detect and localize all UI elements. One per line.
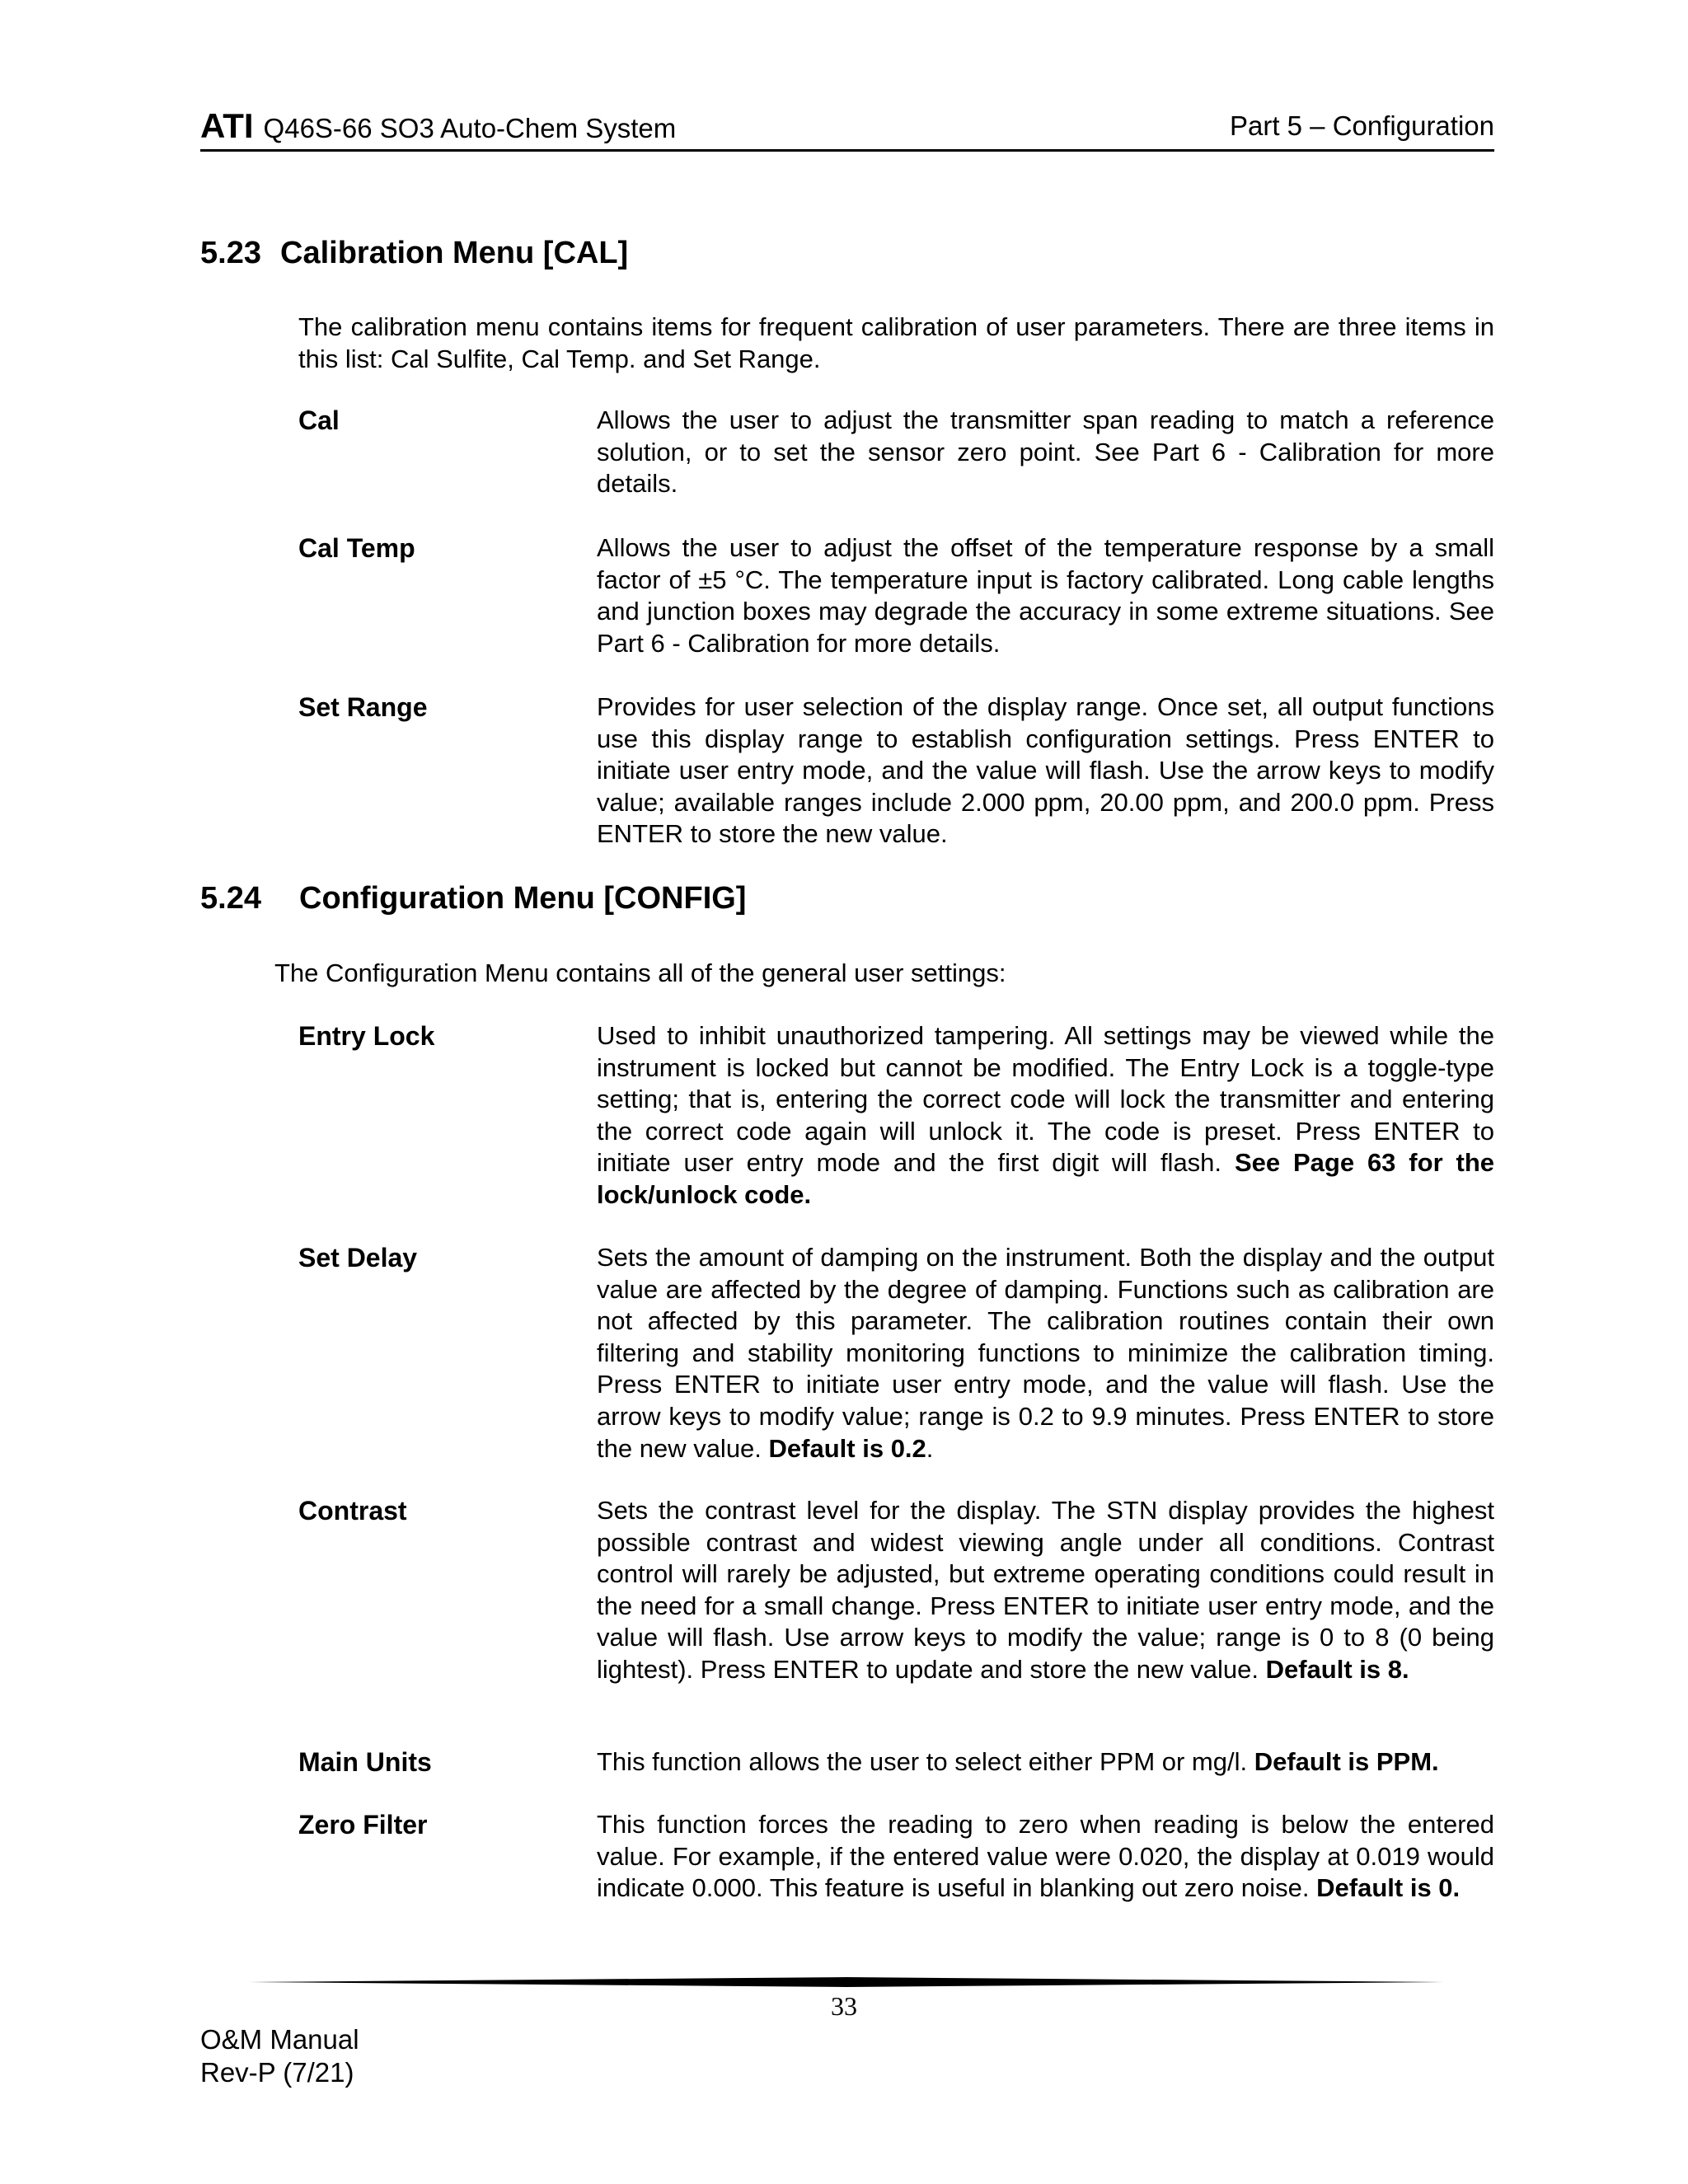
desc-text: This function allows the user to select either PPM or mg/l. [597, 1747, 1248, 1776]
product-name: Q46S-66 SO3 Auto-Chem System [263, 113, 677, 143]
section-number: 5.23 [200, 236, 261, 270]
item-desc-set-range: Provides for user selection of the display range. Once set, all output functions use this display range to establish configuration settings. Press ENTER to initiate user entry mode, and the value will flash. Use the arrow keys to modify value; available ranges include 2.000 ppm, 20.00 ppm, and 200.0 ppm. Press ENTER to store the new value. [597, 692, 1494, 849]
section-heading-config [200, 881, 746, 916]
item-desc-cal: Allows the user to adjust the transmitter span reading to match a reference solution, or to set the sensor zero point. See Part 6 - Calibration for more details. [597, 405, 1494, 499]
desc-emphasis: Default is 0. [1316, 1873, 1461, 1903]
item-desc-contrast [597, 1495, 1494, 1686]
section-title: Calibration Menu [CAL] [280, 236, 629, 270]
item-desc-entry-lock [597, 1020, 1494, 1212]
item-term-set-delay: Set Delay [298, 1243, 418, 1272]
section-number: 5.24 [200, 881, 261, 916]
item-term-main-units: Main Units [298, 1747, 432, 1777]
desc-emphasis: Default is 8. [1265, 1654, 1409, 1684]
desc-emphasis: Default is 0.2 [768, 1433, 926, 1463]
revision: Rev-P (7/21) [200, 2057, 354, 2088]
header-left [200, 103, 676, 152]
desc-text: Sets the amount of damping on the instrument. Both the display and the output value are affected by the degree of damping. Functions such as calibration are not affected by this parameter. The calibration routines contain their own filtering and stability monitoring functions to minimize the calibration timing. Press ENTER to initiate user entry mode, and the value will flash. Use the arrow keys to modify value; range is 0.2 to 9.9 minutes. Press ENTER to store the new value. [597, 1243, 1494, 1463]
section-heading-cal [200, 236, 628, 271]
footer-info [200, 2023, 359, 2089]
item-desc-set-delay [597, 1242, 1494, 1465]
desc-tail: . [926, 1433, 934, 1463]
item-term-cal-temp: Cal Temp [298, 533, 415, 563]
item-term-entry-lock: Entry Lock [298, 1021, 435, 1051]
desc-emphasis: See Page 63 for the lock/unlock code. [597, 1148, 1495, 1209]
section-intro-config: The Configuration Menu contains all of the general user settings: [274, 958, 1006, 987]
brand-logo: ATI [200, 106, 254, 145]
desc-text: Used to inhibit unauthorized tampering. All settings may be viewed while the instrument is locked but cannot be modified. The Entry Lock is a toggle-type setting; that is, entering the correct code will lock the transmitter and entering the correct code again will unlock it. The code is preset. Press ENTER to initiate user entry mode and the first digit will flash. [597, 1021, 1494, 1178]
desc-text: This function forces the reading to zero when reading is below the entered value. For example, if the entered value were 0.020, the display at 0.019 would indicate 0.000. This feature is useful in blanking out zero noise. [597, 1810, 1494, 1903]
desc-emphasis: Default is PPM. [1254, 1747, 1439, 1776]
item-desc-cal-temp: Allows the user to adjust the offset of the temperature response by a small factor of ±5 °C. The temperature input is factory calibrated. Long cable lengths and junction boxes may degrade the accuracy in some extreme situations. See Part 6 - Calibration for more details. [597, 533, 1494, 658]
desc-text: Sets the contrast level for the display. The STN display provides the highest possible contrast and widest viewing angle under all conditions. Contrast control will rarely be adjusted, but extreme operating conditions could result in the need for a small change. Press ENTER to initiate user entry mode, and the value will flash. Use arrow keys to modify the value; range is 0 to 8 (0 being lightest). Press ENTER to update and store the new value. [597, 1496, 1494, 1684]
section-title: Configuration Menu [CONFIG] [299, 881, 747, 916]
item-term-set-range: Set Range [298, 692, 428, 722]
item-desc-main-units [597, 1746, 1494, 1779]
page-number: 33 [831, 1991, 857, 2021]
footer-rule [249, 1976, 1444, 1988]
page-header [200, 103, 1494, 152]
item-term-contrast: Contrast [298, 1496, 407, 1526]
manual-name: O&M Manual [200, 2024, 359, 2055]
part-title: Part 5 – Configuration [1229, 110, 1494, 141]
item-term-cal: Cal [298, 405, 340, 435]
item-desc-zero-filter [597, 1809, 1494, 1905]
item-term-zero-filter: Zero Filter [298, 1810, 428, 1840]
section-intro-cal: The calibration menu contains items for frequent calibration of user parameters. There are three items in this list: Cal Sulfite, Cal Temp. and Set Range. [298, 312, 1494, 373]
